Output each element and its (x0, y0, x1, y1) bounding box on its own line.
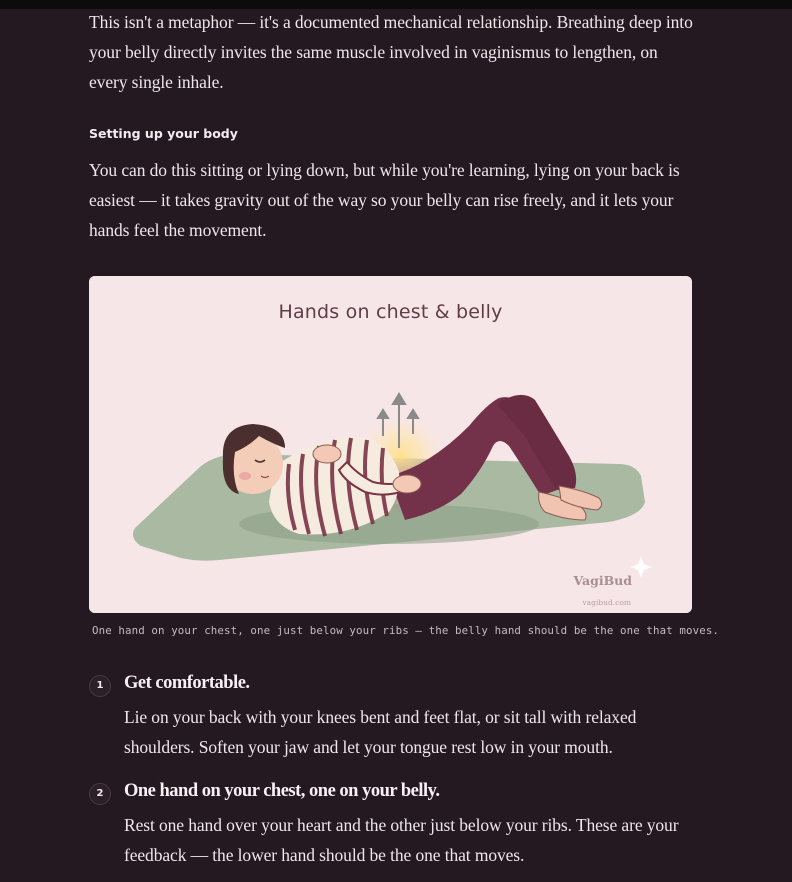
step-body: Rest one hand over your heart and the other just below your ribs. These are your feedback — the lower hand should be the one that moves. (124, 815, 679, 865)
section-subheading: Setting up your body (89, 126, 238, 141)
figure-caption: One hand on your chest, one just below your ribs — the belly hand should be the one that moves. (92, 624, 720, 637)
brand-watermark: VagiBud (573, 573, 632, 588)
illustration-figure (89, 276, 692, 613)
intro-paragraph: This isn't a metaphor — it's a documented mechanical relationship. Breathing deep into your belly directly invites the same muscle involved in vaginismus to lengthen, on every single inhale. (89, 12, 693, 92)
step-body: Lie on your back with your knees bent and feet flat, or sit tall with relaxed shoulders. Soften your jaw and let your tongue rest low in your mouth. (124, 707, 637, 757)
step-title: One hand on your chest, one on your belly. (124, 781, 440, 801)
figure-title: Hands on chest & belly (278, 301, 503, 323)
step-number-badge: 2 (89, 783, 111, 805)
breathing-illustration (89, 276, 692, 613)
step-title: Get comfortable. (124, 673, 250, 693)
setup-paragraph: You can do this sitting or lying down, but while you're learning, lying on your back is easiest — it takes gravity out of the way so your belly can rise freely, and it lets your hands feel the movement. (89, 160, 680, 240)
brand-url: vagibud.com (582, 598, 631, 607)
step-number-badge: 1 (89, 675, 111, 697)
